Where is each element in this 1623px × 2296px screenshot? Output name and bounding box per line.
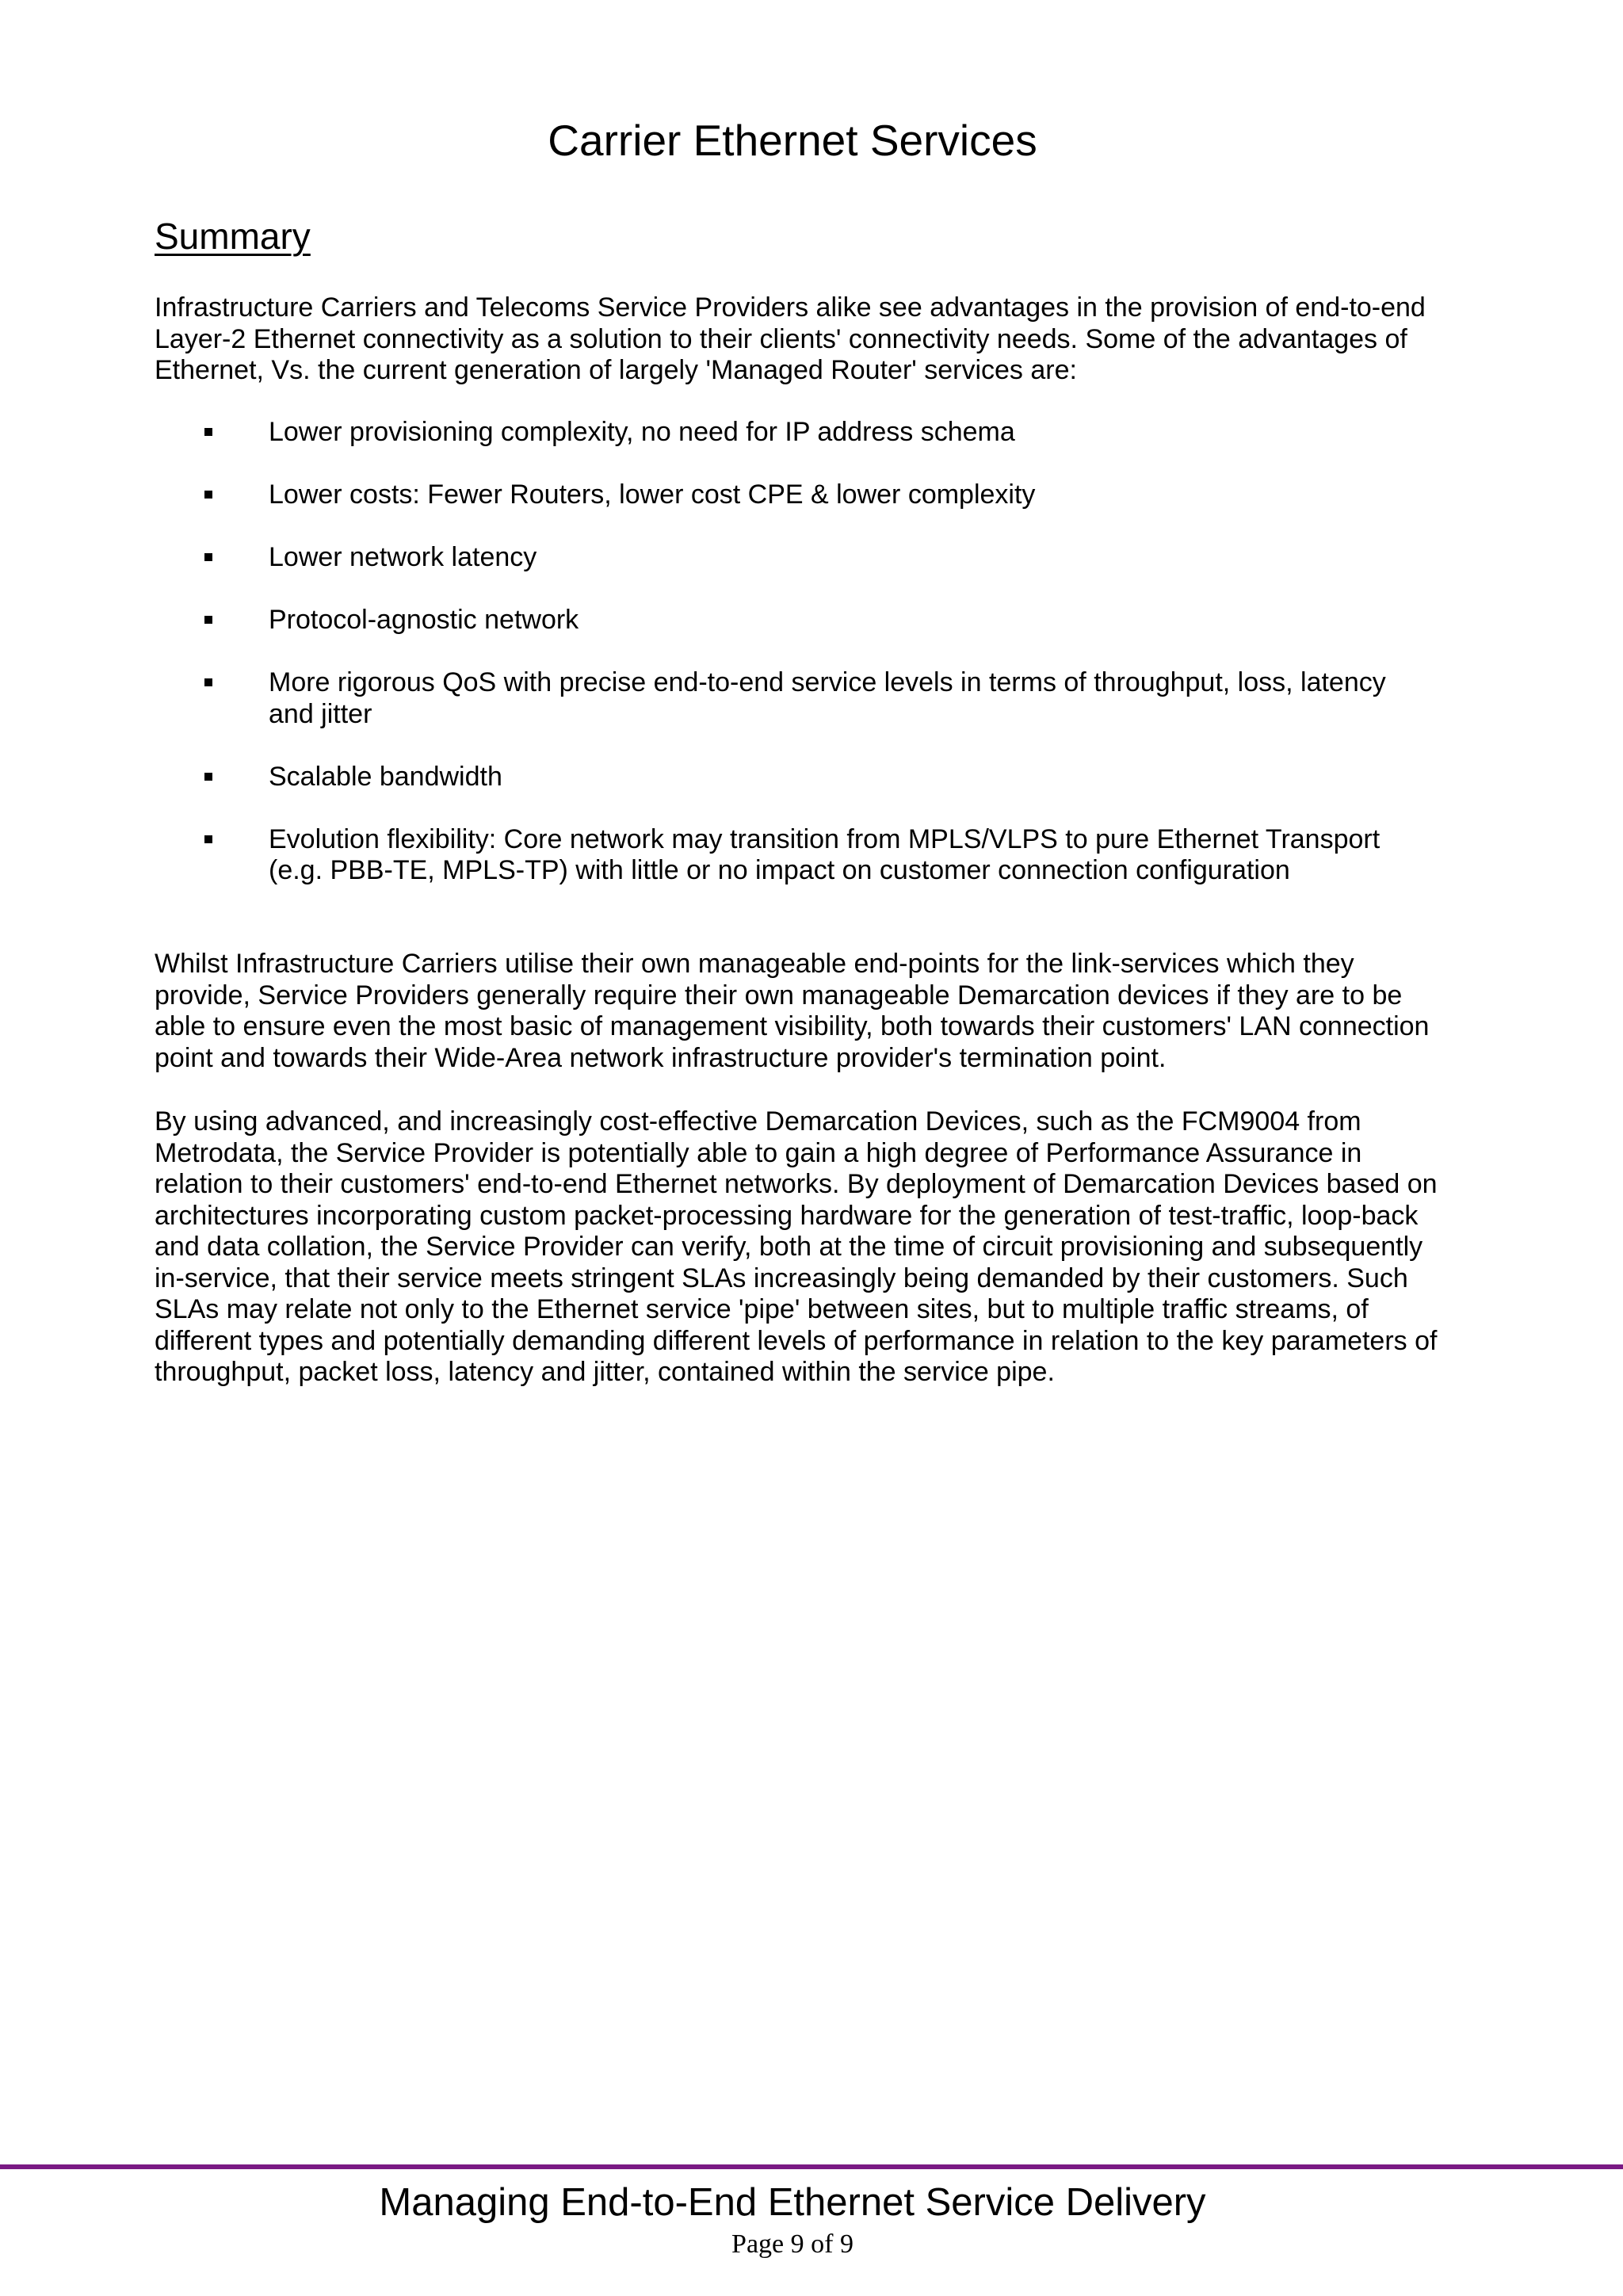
demarcation-paragraph: Whilst Infrastructure Carriers utilise their own manageable end-points for the link-services which they provide, Service Providers generally require their own manageable Demarcation devices if they are to be able to ensure even the most basic of management visibility, both towards their customers' LAN connection point and towards their Wide-Area network infrastructure provider's termination point.	[155, 949, 1430, 1073]
list-item-text: Protocol-agnostic network	[269, 605, 579, 635]
section-heading-summary: Summary	[155, 216, 311, 257]
page-title: Carrier Ethernet Services	[548, 116, 1037, 165]
list-item	[0, 667, 1410, 730]
footer-divider	[0, 2164, 1623, 2169]
square-bullet-icon	[204, 835, 212, 843]
list-item	[0, 479, 1410, 511]
footer-title: Managing End-to-End Ethernet Service Delivery	[379, 2181, 1206, 2224]
list-item	[0, 542, 1410, 574]
list-item	[0, 762, 1410, 793]
list-item-text: More rigorous QoS with precise end-to-end service levels in terms of throughput, loss, latency and jitter	[269, 667, 1386, 729]
list-item-text: Scalable bandwidth	[269, 761, 502, 792]
intro-paragraph: Infrastructure Carriers and Telecoms Service Providers alike see advantages in the provision of end-to-end Layer-2 Ethernet connectivity as a solution to their clients' connectivity needs. Some of the advantages of Ethernet, Vs. the current generation of largely 'Managed Router' services are:	[155, 292, 1426, 385]
list-item	[0, 824, 1410, 887]
advantages-list	[0, 417, 1410, 918]
square-bullet-icon	[204, 616, 212, 624]
square-bullet-icon	[204, 678, 212, 686]
list-item	[0, 417, 1410, 449]
list-item	[0, 605, 1410, 636]
list-item-text: Lower provisioning complexity, no need for IP address schema	[269, 417, 1015, 447]
square-bullet-icon	[204, 553, 212, 561]
page-number: Page 9 of 9	[731, 2229, 854, 2259]
square-bullet-icon	[204, 428, 212, 436]
performance-assurance-paragraph: By using advanced, and increasingly cost-effective Demarcation Devices, such as the FCM9004 from Metrodata, the Service Provider is potentially able to gain a high degree of Performance Assurance in relation to their customers' end-to-end Ethernet networks. By deployment of Demarcation Devices based on architectures incorporating custom packet-processing hardware for the generation of test-traffic, loop-back and data collation, the Service Provider can verify, both at the time of circuit provisioning and subsequently in-service, that their service meets stringent SLAs increasingly being demanded by their customers. Such SLAs may relate not only to the Ethernet service 'pipe' between sites, but to multiple traffic streams, of different types and potentially demanding different levels of performance in relation to the key parameters of throughput, packet loss, latency and jitter, contained within the service pipe.	[155, 1106, 1438, 1387]
list-item-text: Lower network latency	[269, 542, 537, 572]
square-bullet-icon	[204, 491, 212, 499]
square-bullet-icon	[204, 773, 212, 781]
list-item-text: Evolution flexibility: Core network may transition from MPLS/VLPS to pure Ethernet Transport (e.g. PBB-TE, MPLS-TP) with little or no impact on customer connection configuration	[269, 823, 1381, 885]
list-item-text: Lower costs: Fewer Routers, lower cost CPE & lower complexity	[269, 479, 1036, 510]
